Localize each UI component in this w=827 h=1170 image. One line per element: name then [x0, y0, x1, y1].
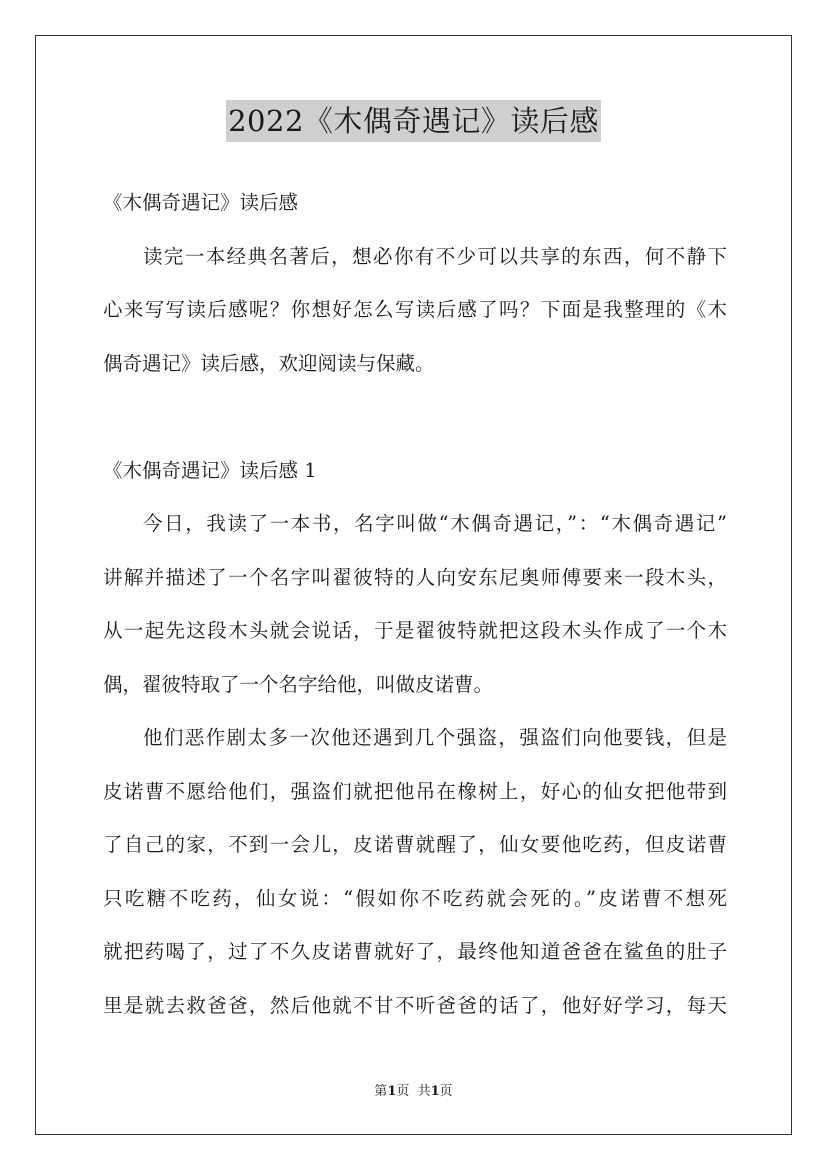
- para1-line: 偶，翟彼特取了一个名字给他，叫做皮诺曹。: [103, 672, 494, 696]
- footer-page-number: 1: [387, 1084, 397, 1099]
- intro-line: 读完一本经典名著后，想必你有不少可以共享的东西，何不静下: [143, 244, 727, 268]
- footer-mid: 页 共: [396, 1084, 431, 1099]
- document-subtitle: 《木偶奇遇记》读后感: [103, 191, 299, 214]
- footer-total-pages: 1: [430, 1084, 440, 1099]
- title-container: [0, 100, 827, 142]
- intro-line: 心来写写读后感呢？你想好怎么写读后感了吗？下面是我整理的《木: [103, 298, 727, 321]
- para1-line: 今日，我读了一本书，名字叫做“木偶奇遇记，”：“木偶奇遇记”: [143, 512, 727, 535]
- section-heading: 《木偶奇遇记》读后感 1: [103, 458, 317, 482]
- para2-line: 只吃糖不吃药，仙女说：“假如你不吃药就会死的。”皮诺曹不想死: [103, 886, 727, 910]
- footer-suffix: 页: [439, 1084, 453, 1099]
- para1-line: 讲解并描述了一个名字叫翟彼特的人向安东尼奥师傅要来一段木头，: [103, 565, 727, 589]
- paragraph-spacer: [103, 390, 727, 444]
- para1-line: 从一起先这段木头就会说话，于是翟彼特就把这段木头作成了一个木: [103, 619, 727, 642]
- para2-line: 了自己的家，不到一会儿，皮诺曹就醒了，仙女要他吃药，但皮诺曹: [103, 833, 727, 856]
- page-footer: [0, 1083, 827, 1101]
- para2-line: 里是就去救爸爸，然后他就不甘不听爸爸的话了，他好好学习，每天: [103, 993, 727, 1017]
- para2-line: 他们恶作剧太多一次他还遇到几个强盗，强盗们向他要钱，但是: [143, 726, 727, 749]
- para2-line: 皮诺曹不愿给他们，强盗们就把他吊在橡树上，好心的仙女把他带到: [103, 779, 727, 803]
- document-body: [103, 176, 727, 1032]
- intro-line: 偶奇遇记》读后感，欢迎阅读与保藏。: [103, 351, 435, 375]
- document-title: 2022《木偶奇遇记》读后感: [226, 100, 601, 142]
- para2-line: 就把药喝了，过了不久皮诺曹就好了，最终他知道爸爸在鲨鱼的肚子: [103, 940, 727, 963]
- footer-prefix: 第: [374, 1084, 388, 1099]
